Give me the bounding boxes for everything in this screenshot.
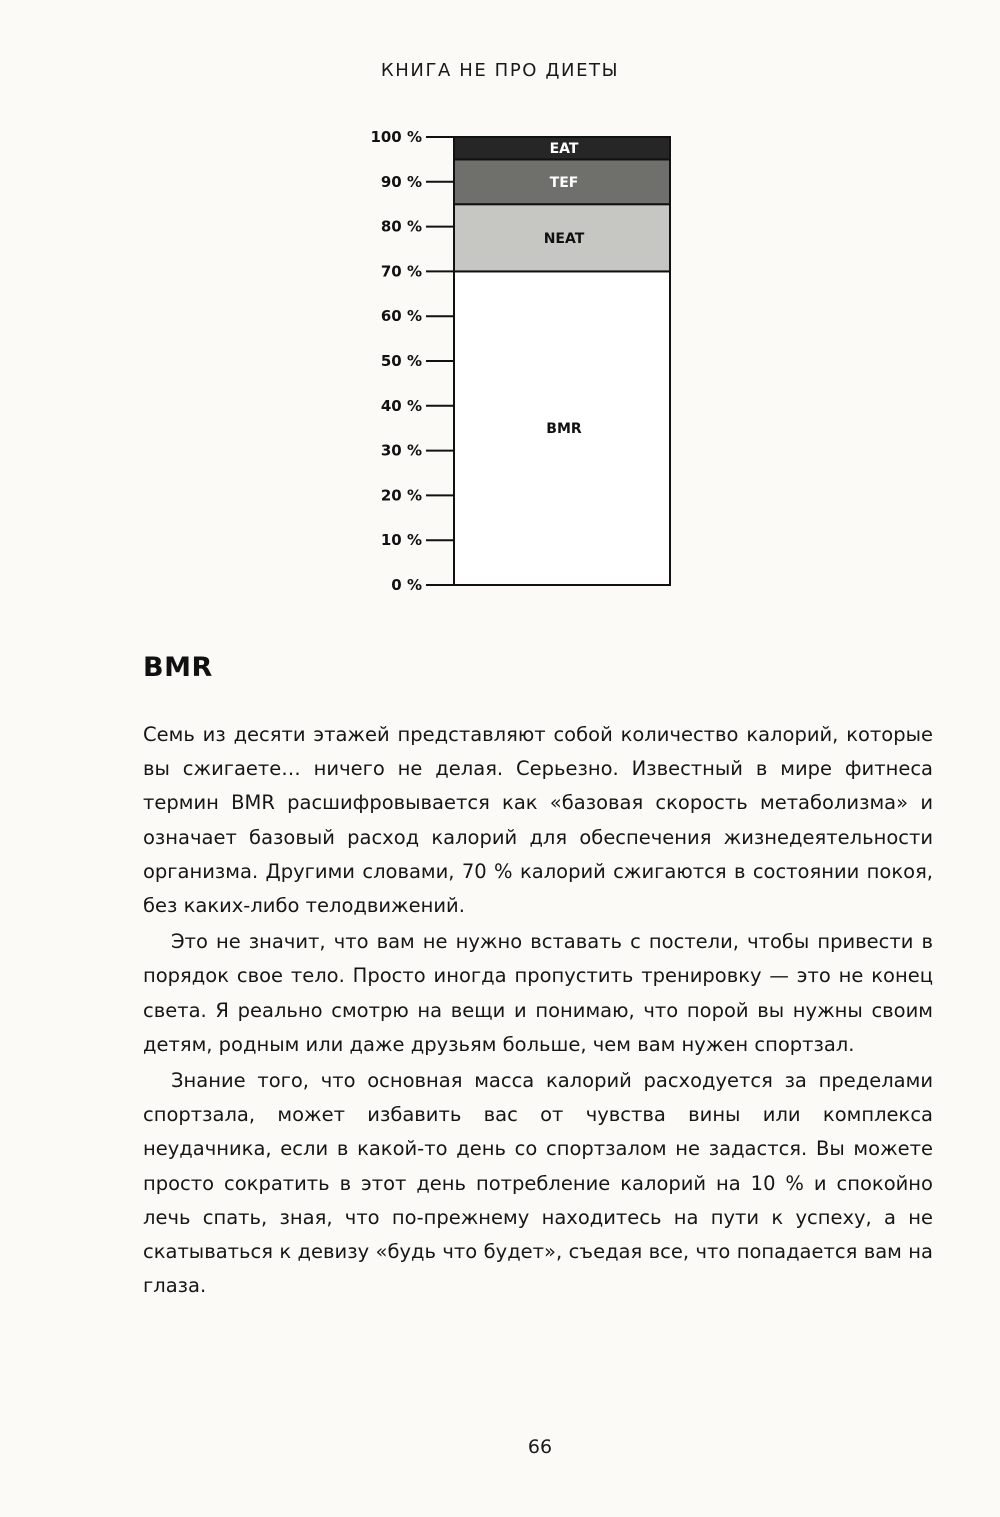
segment-label-tef: TEF xyxy=(549,174,579,191)
y-tick-label-40: 40 % xyxy=(380,396,422,415)
y-tick-label-70: 70 % xyxy=(380,262,422,281)
y-tick-label-50: 50 % xyxy=(380,352,422,370)
segment-label-neat: NEAT xyxy=(543,230,585,247)
segment-label-eat: EAT xyxy=(549,141,579,158)
y-tick-label-0: 0 % xyxy=(391,576,422,594)
y-tick-label-10: 10 % xyxy=(380,531,422,550)
stacked-bar-chart-svg xyxy=(340,120,700,610)
page-number: 66 xyxy=(527,1436,553,1458)
y-tick-label-30: 30 % xyxy=(380,441,422,460)
calorie-breakdown-chart xyxy=(340,120,700,610)
section-heading: BMR xyxy=(143,652,213,683)
y-tick-label-80: 80 % xyxy=(380,217,422,236)
y-tick-label-90: 90 % xyxy=(380,172,422,191)
body-text xyxy=(143,718,933,1303)
segment-label-bmr: BMR xyxy=(546,421,582,438)
paragraph-2: Это не значит, что вам не нужно вставать с постели, чтобы привести в порядок свое тело. Просто иногда пропустить тренировку — это не конец света. Я реально смотрю на вещи и понимаю, что порой вы нужны своим детям, родным или даже друзьям больше, чем вам нужен спортзал. xyxy=(143,930,933,1056)
paragraph-3: Знание того, что основная масса калорий расходуется за пределами спортзала, может избавить вас от чувства вины или комплекса неудачника, если в какой-то день со спортзалом не задастся. Вы можете просто сократить в этот день потребление калорий на 10 % и спокойно лечь спать, зная, что по-прежнему находитесь на пути к успеху, а не скатываться к девизу «будь что будет», съедая все, что попадается вам на глаза. xyxy=(143,1069,933,1298)
y-tick-label-100: 100 % xyxy=(370,128,422,146)
running-header: КНИГА НЕ ПРО ДИЕТЫ xyxy=(380,60,620,81)
y-tick-label-60: 60 % xyxy=(380,307,422,326)
y-tick-label-20: 20 % xyxy=(380,486,422,505)
paragraph-1: Семь из десяти этажей представляют собой количество калорий, которые вы сжигаете… ничего не делая. Серьезно. Известный в мире фитнеса термин BMR расшифровывается как «базовая скорость метаболизма» и означает базовый расход калорий для обеспечения жизнедеятельности организма. Другими словами, 70 % калорий сжигаются в состоянии покоя, без каких-либо телодвижений. xyxy=(143,723,933,918)
